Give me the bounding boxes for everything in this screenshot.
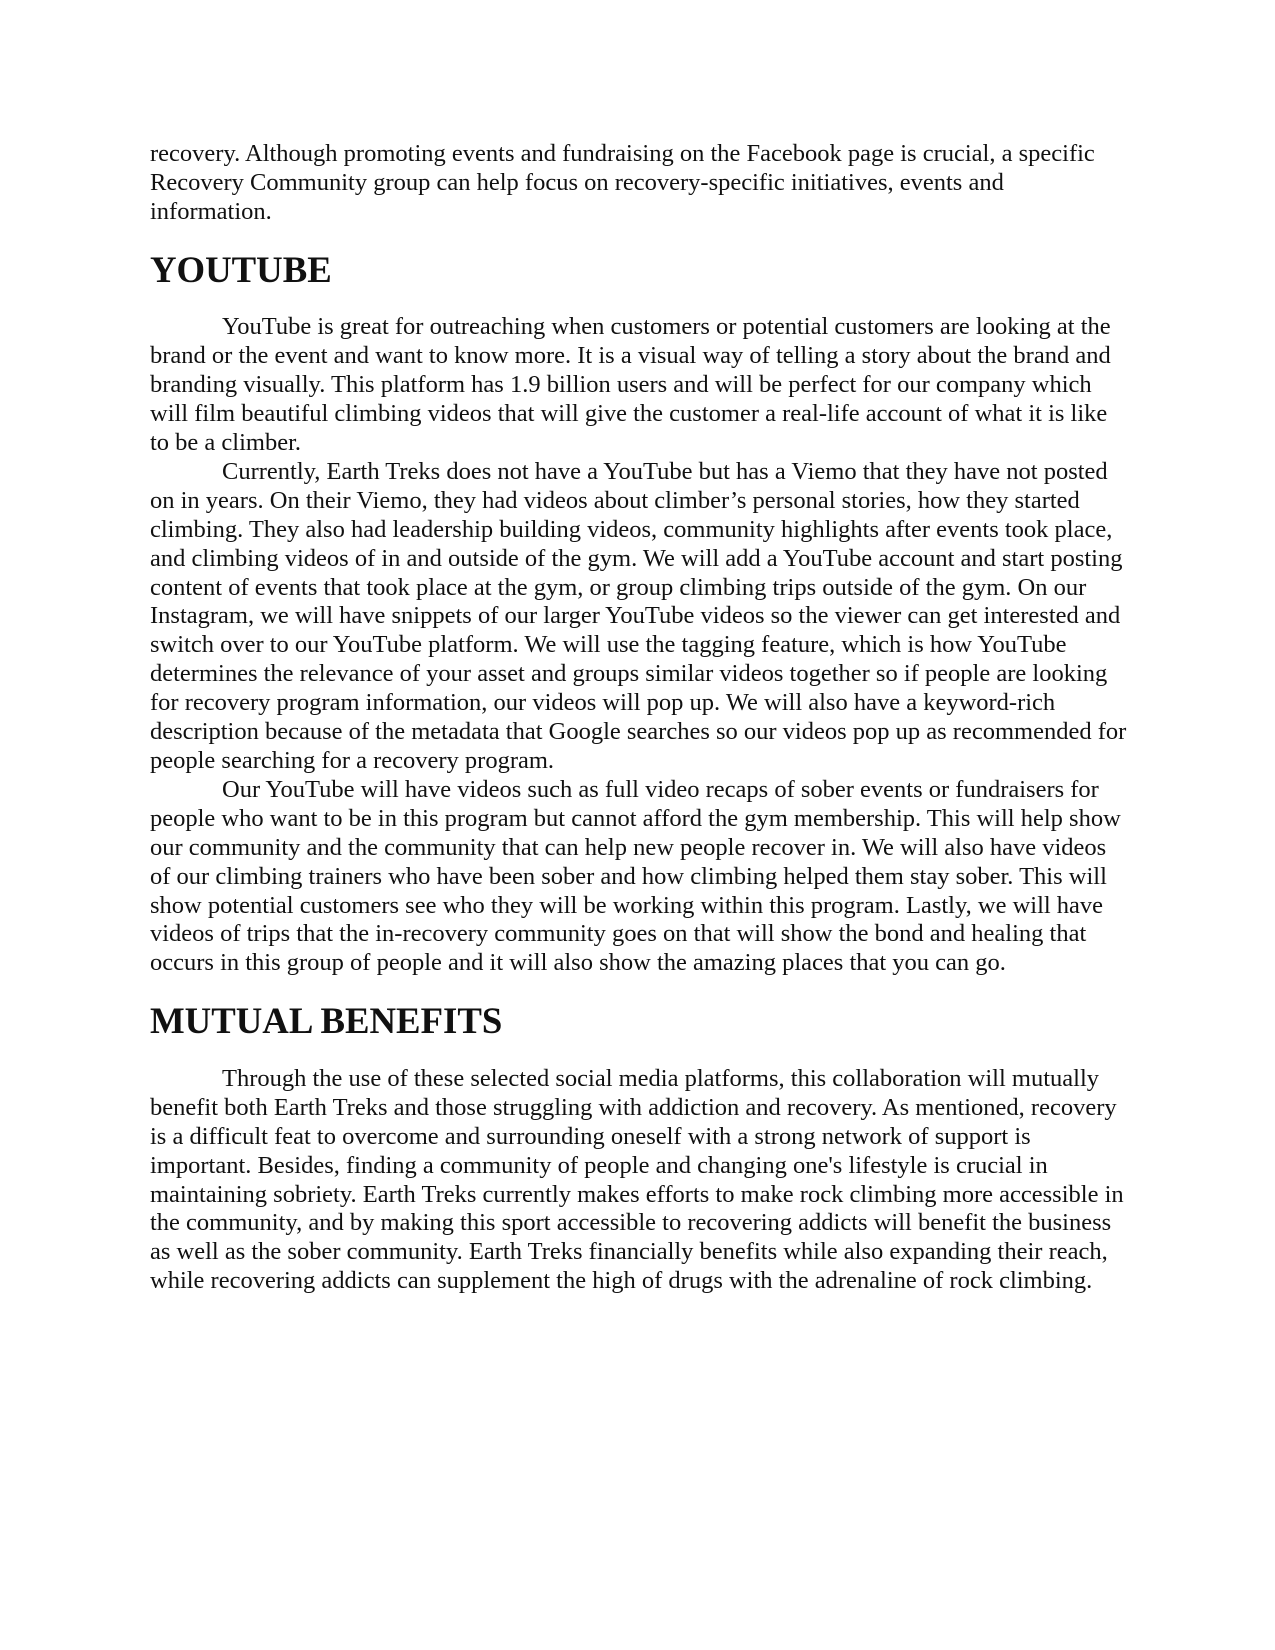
intro-paragraph: recovery. Although promoting events and fundraising on the Facebook page is crucial, a specific Recovery Community group can help focus on recovery-specific initiatives, events and information. xyxy=(150,140,1095,225)
mutual-benefits-paragraph: Through the use of these selected social media platforms, this collaboration will mutually benefit both Earth Treks and those struggling with addiction and recovery. As mentioned, recovery is a difficult feat to overcome and surrounding oneself with a strong network of support is important. Besides, finding a community of people and changing one's lifestyle is crucial in maintaining sobriety. Earth Treks currently makes efforts to make rock climbing more accessible in the community, and by making this sport accessible to recovering addicts will benefit the business as well as the sober community. Earth Treks financially benefits while also expanding their reach, while recovering addicts can supplement the high of drugs with the adrenaline of rock climbing. xyxy=(150,1064,1124,1295)
youtube-paragraph-1: YouTube is great for outreaching when customers or potential customers are looking at the brand or the event and want to know more. It is a visual way of telling a story about the brand and branding visually. This platform has 1.9 billion users and will be perfect for our company which will film beautiful climbing videos that will give the customer a real-life account of what it is like to be a climber. xyxy=(150,313,1111,457)
document-page xyxy=(150,140,1130,1296)
youtube-paragraph-3: Our YouTube will have videos such as full video recaps of sober events or fundraisers for people who want to be in this program but cannot afford the gym membership. This will help show our community and the community that can help new people recover in. We will also have videos of our climbing trainers who have been sober and how climbing helped them stay sober. This will show potential customers see who they will be working within this program. Lastly, we will have videos of trips that the in-recovery community goes on that will show the bond and healing that occurs in this group of people and it will also show the amazing places that you can go. xyxy=(150,775,1121,977)
mutual-benefits-heading: MUTUAL BENEFITS xyxy=(150,1000,503,1042)
youtube-paragraph-2: Currently, Earth Treks does not have a YouTube but has a Viemo that they have not posted on in years. On their Viemo, they had videos about climber’s personal stories, how they started climbing. They also had leadership building videos, community highlights after events took place, and climbing videos of in and outside of the gym. We will add a YouTube account and start posting content of events that took place at the gym, or group climbing trips outside of the gym. On our Instagram, we will have snippets of our larger YouTube videos so the viewer can get interested and switch over to our YouTube platform. We will use the tagging feature, which is how YouTube determines the relevance of your asset and groups similar videos together so if people are looking for recovery program information, our videos will pop up. We will also have a keyword-rich description because of the metadata that Google searches so our videos pop up as recommended for people searching for a recovery program. xyxy=(150,457,1127,774)
youtube-heading: YOUTUBE xyxy=(150,248,332,290)
